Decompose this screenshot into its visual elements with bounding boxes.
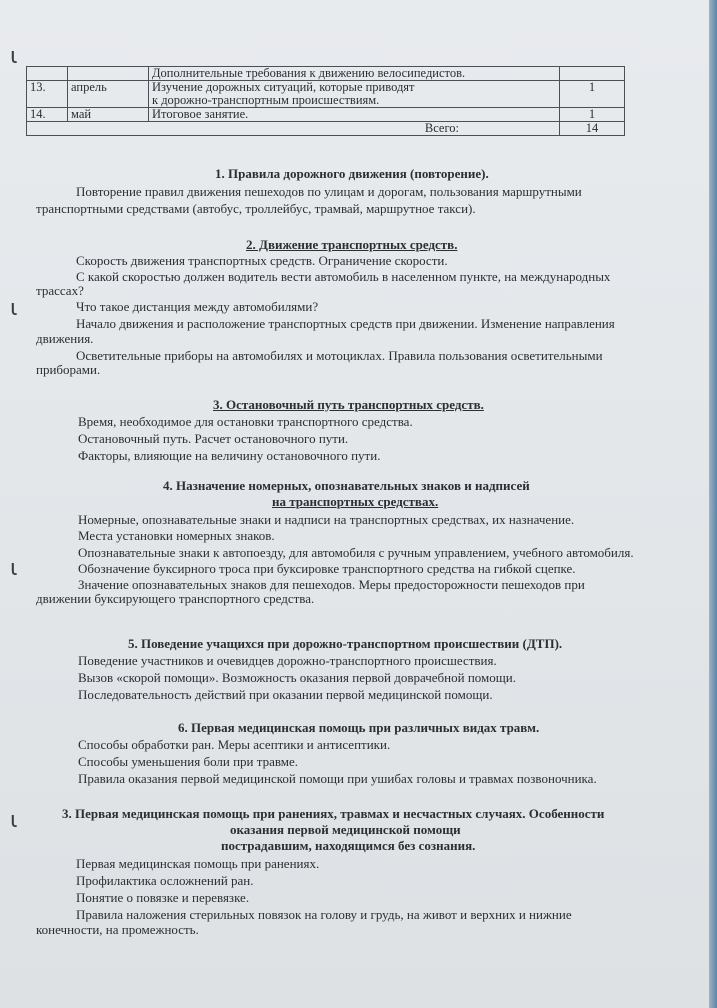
paragraph-line: Вызов «скорой помощи». Возможность оказания первой доврачебной помощи. [78,670,516,685]
paragraph-line: Способы уменьшения боли при травме. [78,754,299,769]
paragraph-line: Опознавательные знаки к автопоезду, для автомобиля с ручным управлением, учебного автомобиля. [78,545,634,560]
paragraph-line: Места установки номерных знаков. [78,528,275,543]
section-heading-continued: оказания первой медицинской помощи [230,822,461,837]
table-cell-num: 14. [27,108,68,122]
table-row [27,81,625,108]
paragraph-line: Начало движения и расположение транспортных средств при движении. Изменение направления [76,316,615,331]
table-cell-topic [149,108,560,122]
paragraph-line: Остановочный путь. Расчет остановочного пути. [78,431,349,446]
total-label: Всего: [27,122,560,136]
paragraph-line: С какой скоростью должен водитель вести автомобиль в населенном пункте, на международных [76,269,611,284]
section-heading: 3. Первая медицинская помощь при ранениях, травмах и несчастных случаях. Особенности [62,806,605,821]
paragraph-line: Обозначение буксирного троса при буксировке транспортного средства на гибкой сцепке. [78,561,576,576]
section-heading: 4. Назначение номерных, опознавательных знаков и надписей [163,478,530,493]
table-cell-topic [149,81,560,108]
topic-text: Дополнительные требования к движению велосипедистов. [152,66,466,80]
binder-hole-mark: ɩ [10,296,18,321]
table-cell-hours: 1 [560,81,625,108]
paragraph-line: транспортными средствами (автобус, троллейбус, трамвай, маршрутное такси). [36,201,476,216]
paragraph-line: Понятие о повязке и перевязке. [76,890,250,905]
section-heading-continued: пострадавшим, находящимся без сознания. [221,838,476,853]
table-row [27,108,625,122]
total-hours: 14 [560,122,625,136]
lesson-plan-table [26,66,625,136]
table-row [27,67,625,81]
section-heading: 6. Первая медицинская помощь при различных видах травм. [178,720,540,735]
table-cell-hours: 1 [560,108,625,122]
paragraph-line: Значение опознавательных знаков для пешеходов. Меры предосторожности пешеходов при [78,577,585,592]
paragraph-line: Факторы, влияющие на величину остановочного пути. [78,448,381,463]
table-cell-hours [560,67,625,81]
paragraph-line: Повторение правил движения пешеходов по улицам и дорогам, пользования маршрутными [76,184,582,199]
paragraph-line: Осветительные приборы на автомобилях и мотоциклах. Правила пользования осветительными [76,348,603,363]
paragraph-line: Способы обработки ран. Меры асептики и антисептики. [78,737,391,752]
table-cell-month: май [68,108,149,122]
topic-text: Итоговое занятие. [152,107,249,121]
table-cell-num [27,67,68,81]
paragraph-line: трассах? [36,283,84,298]
topic-text-continued: к дорожно-транспортным происшествиям. [152,93,380,107]
binder-hole-mark: ɩ [10,556,18,581]
binder-hole-mark: ɩ [10,808,18,833]
paragraph-line: Правила оказания первой медицинской помощи при ушибах головы и травмах позвоночника. [78,771,597,786]
section-heading: 5. Поведение учащихся при дорожно-транспортном происшествии (ДТП). [128,636,563,651]
paragraph-line: конечности, на промежность. [36,922,199,937]
paragraph-line: Правила наложения стерильных повязок на голову и грудь, на живот и верхних и нижние [76,907,572,922]
table-cell-month: апрель [68,81,149,108]
section-heading: 1. Правила дорожного движения (повторение). [215,166,489,181]
paragraph-line: Номерные, опознавательные знаки и надписи на транспортных средствах, их назначение. [78,512,575,527]
section-heading: 2. Движение транспортных средств. [246,237,458,252]
paragraph-line: Последовательность действий при оказании первой медицинской помощи. [78,687,493,702]
paragraph-line: Профилактика осложнений ран. [76,873,254,888]
paragraph-line: Что такое дистанция между автомобилями? [76,299,319,314]
page-edge-shadow [709,0,717,1008]
section-heading-continued: на транспортных средствах. [272,494,439,509]
paragraph-line: Скорость движения транспортных средств. Ограничение скорости. [76,253,448,268]
paragraph-line: Время, необходимое для остановки транспортного средства. [78,414,413,429]
paragraph-line: приборами. [36,362,101,377]
paragraph-line: Поведение участников и очевидцев дорожно-транспортного происшествия. [78,653,497,668]
topic-text: Изучение дорожных ситуаций, которые приводят [152,80,415,94]
table-total-row [27,122,625,136]
table-cell-topic [149,67,560,81]
paragraph-line: движения. [36,331,94,346]
paragraph-line: движении буксирующего транспортного средства. [36,591,315,606]
binder-hole-mark: ɩ [10,44,18,69]
table-cell-num: 13. [27,81,68,108]
paragraph-line: Первая медицинская помощь при ранениях. [76,856,320,871]
table-cell-month [68,67,149,81]
section-heading: 3. Остановочный путь транспортных средств. [213,397,484,412]
